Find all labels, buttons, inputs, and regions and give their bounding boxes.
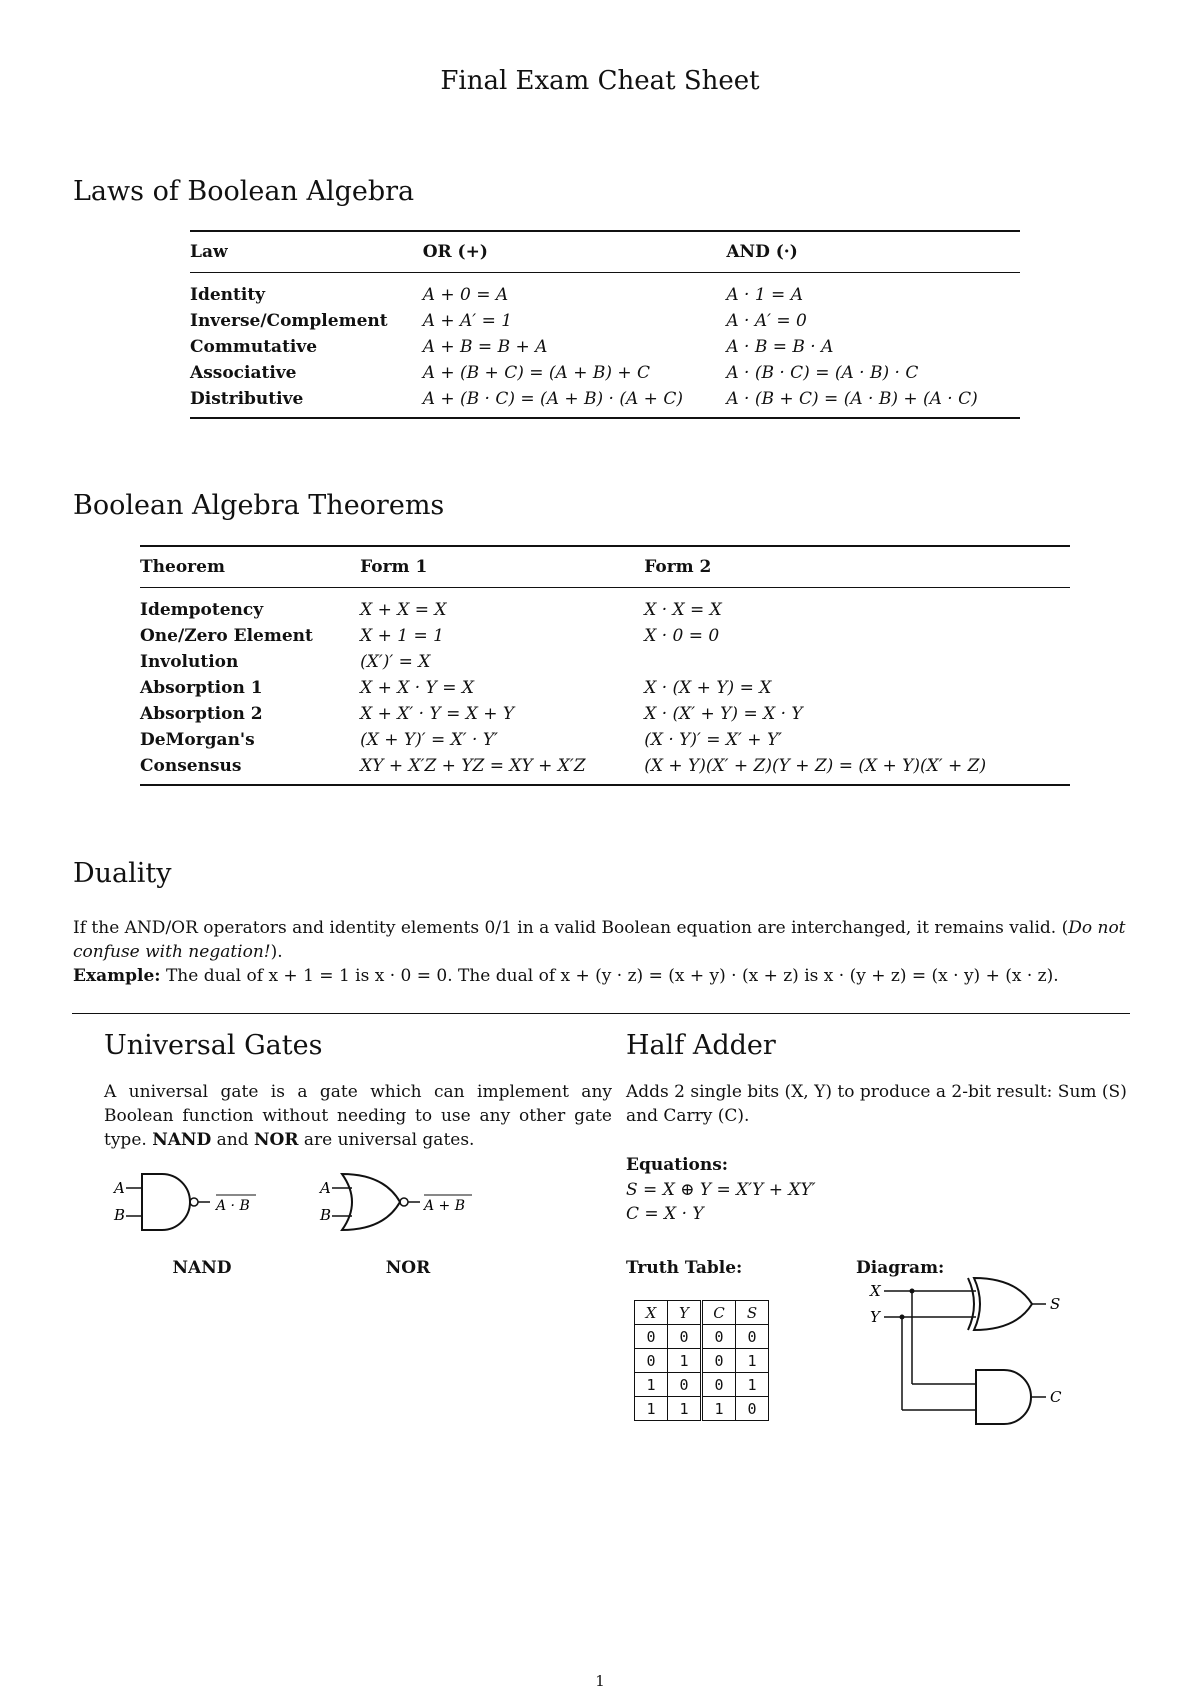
- and-word: and: [211, 1130, 254, 1150]
- theorem-form2: (X · Y)′ = X′ + Y′: [644, 730, 783, 750]
- theorem-form1: (X′)′ = X: [360, 652, 431, 672]
- table-row: [190, 273, 1020, 309]
- truth-cell: 0: [702, 1373, 736, 1397]
- truth-col-y: Y: [668, 1301, 702, 1325]
- laws-heading: Laws of Boolean Algebra: [73, 176, 415, 207]
- theorem-form1: X + 1 = 1: [360, 626, 444, 646]
- law-name: Commutative: [190, 337, 318, 357]
- table-row: [140, 623, 1070, 649]
- law-or: A + (B + C) = (A + B) + C: [422, 363, 651, 383]
- duality-example-label: Example:: [73, 966, 161, 986]
- laws-col-or: OR (+): [423, 231, 727, 273]
- nand-gate-diagram: [104, 1168, 274, 1238]
- truth-col-s: S: [736, 1301, 769, 1325]
- universal-gates-heading: Universal Gates: [104, 1030, 323, 1061]
- table-row: [635, 1349, 769, 1373]
- half-adder-description: Adds 2 single bits (X, Y) to produce a 2-bit result: Sum (S) and Carry (C).: [626, 1082, 1127, 1126]
- theorem-form2: [644, 649, 1070, 675]
- truth-cell: 1: [635, 1373, 668, 1397]
- theorems-heading: Boolean Algebra Theorems: [73, 490, 445, 521]
- theorem-name: Involution: [140, 652, 239, 672]
- nor-gate-body: [342, 1174, 400, 1230]
- table-row: [635, 1373, 769, 1397]
- law-or: A + B = B + A: [422, 337, 548, 357]
- truth-table-label: Truth Table:: [626, 1258, 743, 1278]
- truth-cell: 0: [736, 1397, 769, 1421]
- truth-cell: 1: [736, 1373, 769, 1397]
- theorem-form1: X + X = X: [360, 600, 447, 620]
- nand-gate-body: [142, 1174, 190, 1230]
- xor-gate-body: [974, 1278, 1032, 1330]
- nor-gate-diagram: [310, 1168, 490, 1238]
- nand-output-label: A · B: [216, 1198, 250, 1214]
- law-and: A · (B · C) = (A · B) · C: [726, 363, 919, 383]
- equation-carry: C = X · Y: [626, 1204, 704, 1224]
- theorems-table-body: [140, 588, 1070, 786]
- theorems-col-form2: Form 2: [644, 546, 1070, 588]
- laws-col-law: Law: [190, 231, 423, 273]
- theorem-name: Idempotency: [140, 600, 264, 620]
- table-row: [140, 649, 1070, 675]
- half-adder-diagram: [856, 1276, 1076, 1436]
- theorems-col-form1: Form 1: [360, 546, 644, 588]
- duality-text-emphasis: Do not confuse with negation!: [73, 918, 1126, 962]
- truth-cell: 0: [702, 1349, 736, 1373]
- law-name: Associative: [190, 363, 297, 383]
- law-name: Distributive: [190, 386, 423, 418]
- universal-text-a: A universal gate is a gate which can implement any Boolean function without needing to use any other gate type.: [104, 1082, 612, 1150]
- diagram-input-x-label: X: [870, 1282, 881, 1300]
- half-adder-text: [626, 1080, 1134, 1128]
- theorem-name: Absorption 2: [140, 704, 263, 724]
- and-gate-body: [976, 1370, 1031, 1424]
- nand-label: NAND: [172, 1258, 232, 1278]
- theorem-name: One/Zero Element: [140, 626, 313, 646]
- theorems-table: [140, 545, 1070, 786]
- diagram-input-y-label: Y: [870, 1308, 880, 1326]
- theorem-name: DeMorgan's: [140, 730, 255, 750]
- page-number: 1: [595, 1672, 605, 1690]
- law-or: A + A′ = 1: [422, 311, 513, 331]
- half-adder-heading: Half Adder: [626, 1030, 776, 1061]
- truth-cell: 1: [635, 1397, 668, 1421]
- theorem-form2: X · (X + Y) = X: [644, 678, 772, 698]
- theorems-col-theorem: Theorem: [140, 546, 360, 588]
- truth-cell: 1: [702, 1397, 736, 1421]
- truth-table: [634, 1300, 769, 1421]
- duality-text-end: ).: [270, 942, 283, 962]
- law-and: A · (B + C) = (A · B) + (A · C): [726, 386, 1020, 418]
- nor-input-a-label: A: [320, 1179, 331, 1197]
- nor-input-b-label: B: [320, 1206, 332, 1224]
- law-and: A · A′ = 0: [726, 311, 807, 331]
- table-row: [140, 727, 1070, 753]
- duality-text: [73, 916, 1133, 988]
- table-row: [140, 588, 1070, 624]
- truth-cell: 0: [635, 1349, 668, 1373]
- duality-example-text: The dual of x + 1 = 1 is x · 0 = 0. The dual of x + (y · z) = (x + y) · (x + z) is x · (y + z) = (x · y) + (x · z).: [160, 966, 1059, 986]
- law-name: Identity: [190, 285, 266, 305]
- table-row: [190, 308, 1020, 334]
- laws-table: [190, 230, 1020, 419]
- law-and: A · 1 = A: [726, 285, 803, 305]
- table-row: [190, 386, 1020, 418]
- truth-cell: 1: [668, 1397, 702, 1421]
- equations-label: Equations:: [626, 1155, 729, 1175]
- laws-table-body: [190, 273, 1020, 419]
- table-row: [140, 675, 1070, 701]
- table-row: [190, 360, 1020, 386]
- table-row: [635, 1325, 769, 1349]
- law-or: A + (B · C) = (A + B) · (A + C): [423, 386, 727, 418]
- diagram-label: Diagram:: [856, 1258, 945, 1278]
- universal-text-b: are universal gates.: [298, 1130, 475, 1150]
- law-or: A + 0 = A: [422, 285, 509, 305]
- nor-word: NOR: [253, 1130, 299, 1150]
- theorem-form2: X · X = X: [644, 600, 722, 620]
- theorem-form2: X · 0 = 0: [644, 626, 720, 646]
- truth-cell: 1: [736, 1349, 769, 1373]
- law-name: Inverse/Complement: [190, 311, 388, 331]
- theorem-form1: (X + Y)′ = X′ · Y′: [360, 730, 498, 750]
- truth-cell: 0: [736, 1325, 769, 1349]
- universal-gates-text: [104, 1080, 612, 1152]
- nand-input-a-label: A: [114, 1179, 125, 1197]
- nor-bubble: [400, 1198, 408, 1206]
- duality-text-main: If the AND/OR operators and identity elements 0/1 in a valid Boolean equation are interchanged, it remains valid. (: [73, 918, 1069, 938]
- nor-output-label: A + B: [424, 1198, 466, 1214]
- theorem-name: Absorption 1: [140, 678, 263, 698]
- equation-sum: S = X ⊕ Y = X′Y + XY′: [626, 1180, 816, 1200]
- truth-cell: 0: [668, 1325, 702, 1349]
- xor-back-curve: [968, 1278, 974, 1330]
- table-row: [190, 334, 1020, 360]
- truth-col-c: C: [702, 1301, 736, 1325]
- theorem-form1: X + X′ · Y = X + Y: [360, 704, 515, 724]
- duality-heading: Duality: [73, 858, 172, 889]
- theorem-name: Consensus: [140, 753, 360, 785]
- nand-bubble: [190, 1198, 198, 1206]
- truth-cell: 1: [668, 1349, 702, 1373]
- laws-col-and: AND (·): [726, 231, 1020, 273]
- sum-output-label: S: [1050, 1295, 1061, 1313]
- page-title: Final Exam Cheat Sheet: [440, 66, 760, 96]
- theorem-form1: XY + X′Z + YZ = XY + X′Z: [360, 753, 644, 785]
- theorem-form2: X · (X′ + Y) = X · Y: [644, 704, 803, 724]
- law-and: A · B = B · A: [726, 337, 834, 357]
- truth-cell: 0: [702, 1325, 736, 1349]
- nor-label: NOR: [385, 1258, 431, 1278]
- nand-input-b-label: B: [114, 1206, 126, 1224]
- table-row: [635, 1397, 769, 1421]
- truth-cell: 0: [668, 1373, 702, 1397]
- nand-word: NAND: [152, 1130, 212, 1150]
- theorem-form2: (X + Y)(X′ + Z)(Y + Z) = (X + Y)(X′ + Z): [644, 753, 1070, 785]
- theorem-form1: X + X · Y = X: [360, 678, 474, 698]
- table-row: [140, 753, 1070, 785]
- truth-col-x: X: [635, 1301, 668, 1325]
- section-divider: [72, 1013, 1130, 1014]
- table-row: [140, 701, 1070, 727]
- truth-cell: 0: [635, 1325, 668, 1349]
- carry-output-label: C: [1050, 1388, 1062, 1406]
